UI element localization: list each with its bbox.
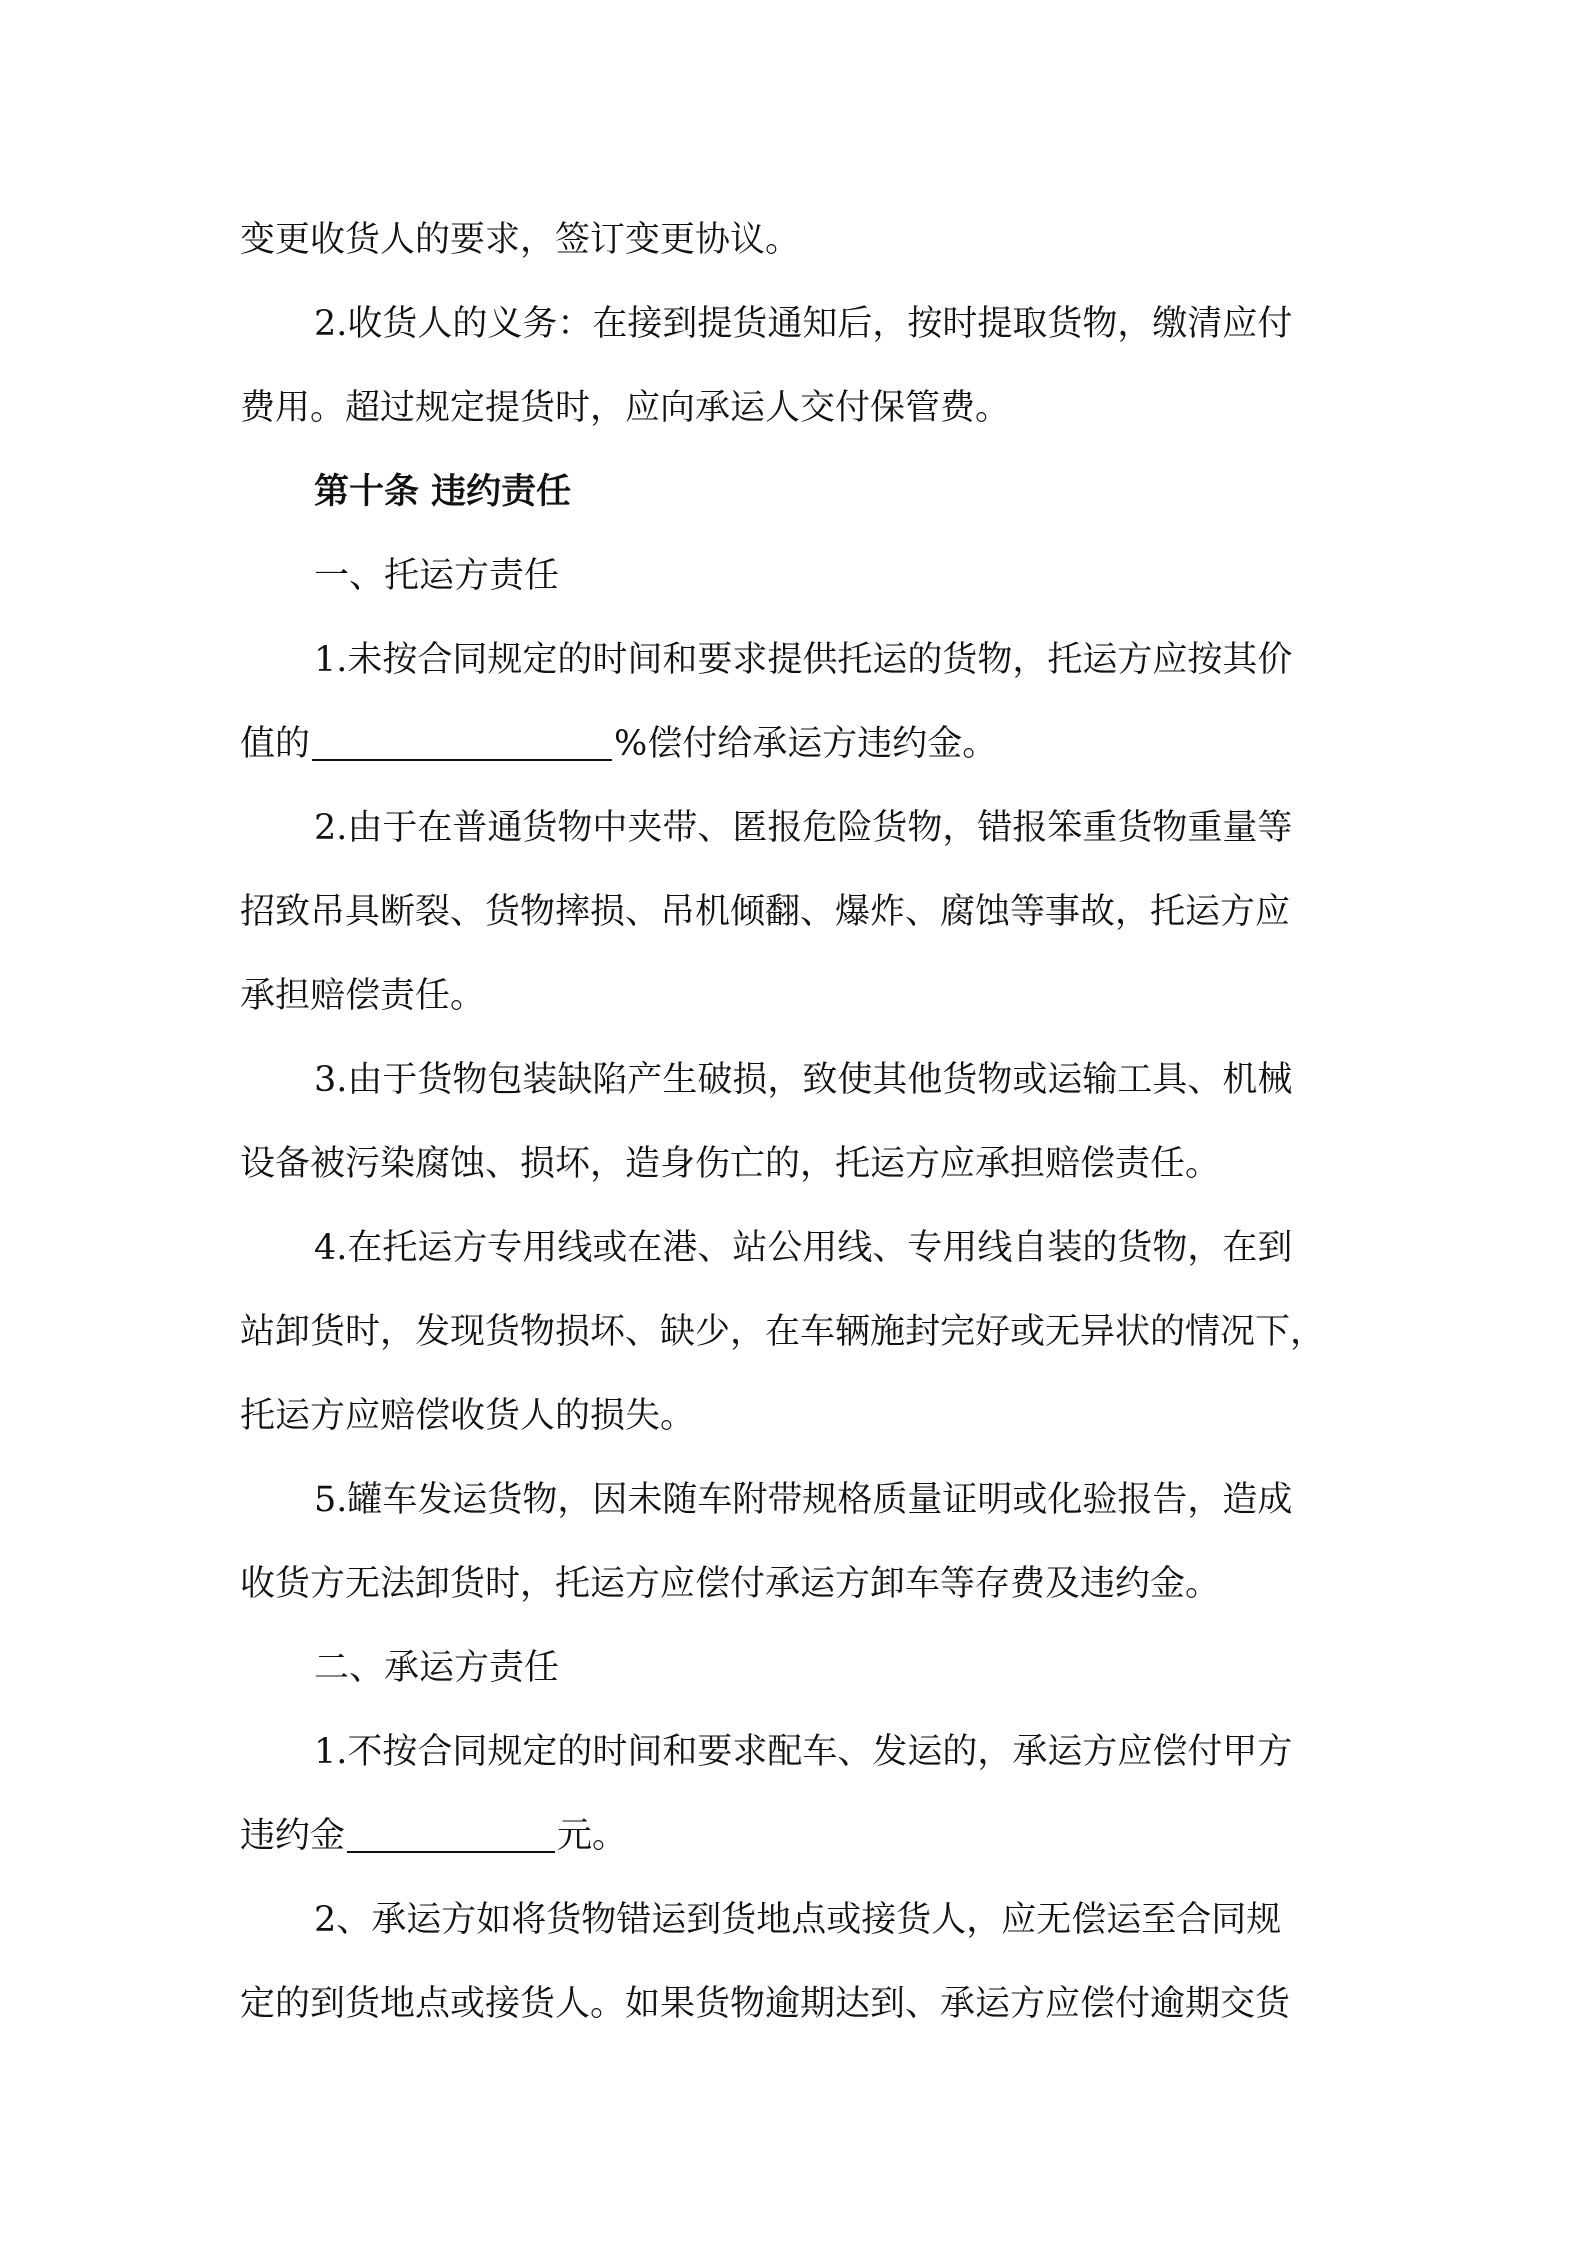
- paragraph-line: 定的到货地点或接货人。如果货物逾期达到、承运方应偿付逾期交货: [240, 1984, 1291, 2024]
- section-heading: 一、托运方责任: [314, 556, 560, 596]
- paragraph-line: [240, 702, 1350, 786]
- text-after-blank: %偿付给承运方违约金。: [614, 724, 998, 764]
- paragraph-line: 收货方无法卸货时，托运方应偿付承运方卸车等存费及违约金。: [240, 1564, 1221, 1604]
- section-heading: 二、承运方责任: [314, 1648, 560, 1688]
- fill-in-blank-amount[interactable]: [347, 1817, 555, 1853]
- article-heading: 第十条 违约责任: [314, 471, 572, 512]
- paragraph-line: 2、承运方如将货物错运到货地点或接货人，应无偿运至合同规: [314, 1900, 1282, 1940]
- fill-in-blank-percent[interactable]: [312, 725, 612, 761]
- paragraph-line: 1.未按合同规定的时间和要求提供托运的货物，托运方应按其价: [314, 640, 1293, 680]
- text-before-blank: 违约金: [240, 1816, 346, 1856]
- document-body: [240, 198, 1350, 2046]
- paragraph-line: [240, 1794, 1350, 1878]
- paragraph-line: 4.在托运方专用线或在港、站公用线、专用线自装的货物，在到: [314, 1228, 1293, 1268]
- paragraph-line: 5.罐车发运货物，因未随车附带规格质量证明或化验报告，造成: [314, 1480, 1293, 1520]
- paragraph-line: 费用。超过规定提货时，应向承运人交付保管费。: [240, 388, 1011, 428]
- paragraph-line: 1.不按合同规定的时间和要求配车、发运的，承运方应偿付甲方: [314, 1732, 1293, 1772]
- paragraph-line: 3.由于货物包装缺陷产生破损，致使其他货物或运输工具、机械: [314, 1060, 1293, 1100]
- paragraph-line: 2.收货人的义务：在接到提货通知后，按时提取货物，缴清应付: [314, 304, 1293, 344]
- paragraph-line: 托运方应赔偿收货人的损失。: [240, 1396, 696, 1436]
- paragraph-line: 站卸货时，发现货物损坏、缺少，在车辆施封完好或无异状的情况下，: [240, 1312, 1326, 1352]
- paragraph-line: 承担赔偿责任。: [240, 976, 486, 1016]
- text-after-blank: 元。: [557, 1816, 628, 1856]
- paragraph-line: 变更收货人的要求，签订变更协议。: [240, 220, 801, 260]
- paragraph-line: 设备被污染腐蚀、损坏，造身伤亡的，托运方应承担赔偿责任。: [240, 1144, 1221, 1184]
- text-before-blank: 值的: [240, 724, 311, 764]
- paragraph-line: 招致吊具断裂、货物摔损、吊机倾翻、爆炸、腐蚀等事故，托运方应: [240, 892, 1291, 932]
- paragraph-line: 2.由于在普通货物中夹带、匿报危险货物，错报笨重货物重量等: [314, 808, 1293, 848]
